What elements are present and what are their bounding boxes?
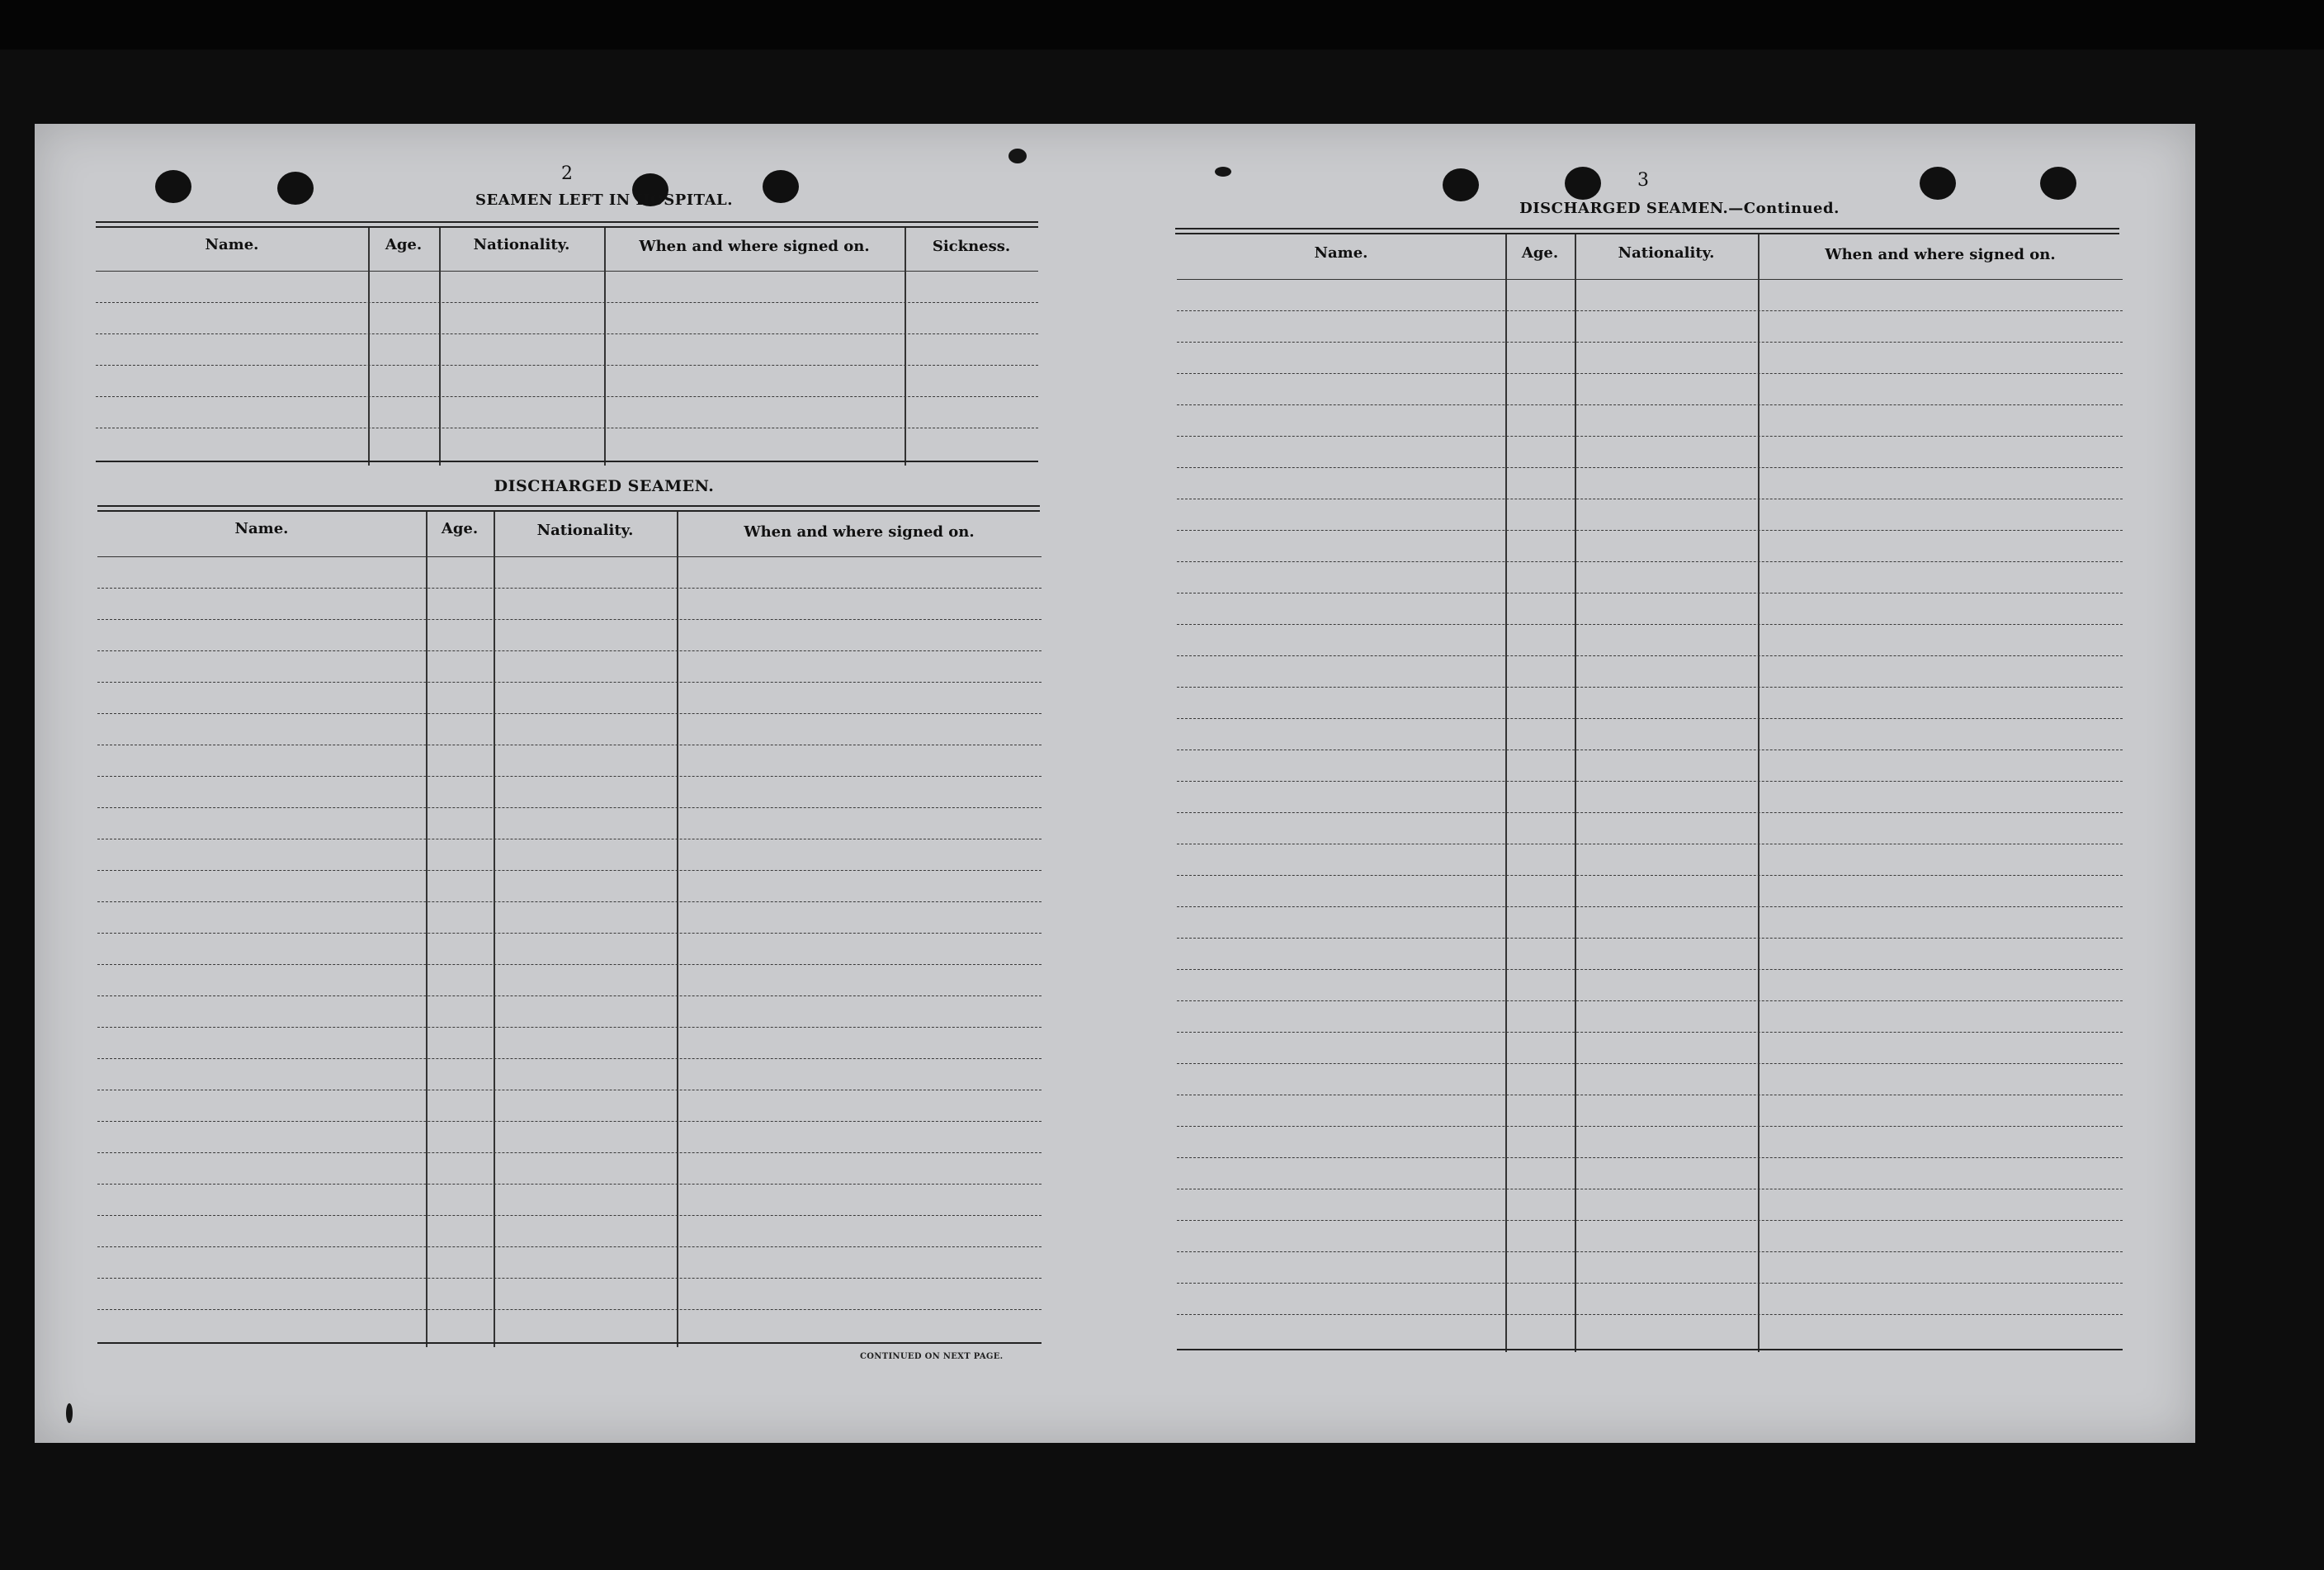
entry-line [97, 870, 1042, 871]
form-sheet [35, 124, 2195, 1443]
punch-hole [1920, 167, 1956, 200]
entry-line [97, 650, 1042, 651]
entry-line [97, 1121, 1042, 1122]
entry-line [1177, 875, 2123, 876]
entry-line [1177, 1251, 2123, 1252]
entry-line [1177, 655, 2123, 656]
table-bottom-rule [1177, 1349, 2123, 1350]
column-header-age: Age. [385, 236, 423, 253]
discharged-section-title: DISCHARGED SEAMEN. [494, 477, 715, 495]
column-divider [494, 512, 495, 1347]
column-header-name: Name. [1314, 244, 1368, 262]
column-header-signed-on: When and where signed on. [744, 523, 975, 541]
column-header-nationality: Nationality. [536, 522, 634, 539]
entry-line [97, 713, 1042, 714]
column-divider [426, 512, 427, 1347]
punch-hole [1565, 167, 1601, 200]
entry-line [1177, 1220, 2123, 1221]
column-header-nationality: Nationality. [1618, 244, 1715, 262]
entry-line [1177, 687, 2123, 688]
entry-line [97, 964, 1042, 965]
entry-line [1177, 812, 2123, 813]
column-header-signed-on: When and where signed on. [639, 238, 870, 255]
discharged-table [97, 512, 1042, 1347]
paper-blemish [66, 1403, 73, 1423]
entry-line [96, 396, 1038, 397]
entry-line [97, 682, 1042, 683]
entry-line [97, 995, 1042, 996]
right-top-rule [1175, 228, 2119, 234]
entry-line [1177, 342, 2123, 343]
entry-line [1177, 1126, 2123, 1127]
entry-line [1177, 1157, 2123, 1158]
header-underline [1177, 279, 2123, 280]
entry-line [1177, 1000, 2123, 1001]
entry-line [97, 933, 1042, 934]
column-header-name: Name. [205, 236, 259, 253]
column-header-sickness: Sickness. [932, 238, 1011, 255]
entry-line [97, 1152, 1042, 1153]
entry-line [97, 1215, 1042, 1216]
entry-line [1177, 530, 2123, 531]
left-page-number: 2 [561, 163, 573, 184]
column-header-age: Age. [1521, 244, 1559, 262]
column-header-age: Age. [441, 520, 479, 537]
hospital-section-title: SEAMEN LEFT IN HOSPITAL. [475, 192, 733, 209]
hospital-table [96, 228, 1038, 466]
punch-hole [155, 170, 191, 203]
entry-line [1177, 718, 2123, 719]
entry-line [1177, 1283, 2123, 1284]
entry-line [1177, 561, 2123, 562]
column-divider [368, 228, 370, 466]
entry-line [1177, 310, 2123, 311]
table-bottom-rule [97, 1342, 1042, 1344]
entry-line [97, 1058, 1042, 1059]
entry-line [97, 1184, 1042, 1185]
table-bottom-rule [96, 461, 1038, 462]
entry-line [1177, 436, 2123, 437]
column-header-nationality: Nationality. [473, 236, 570, 253]
punch-hole [1443, 168, 1479, 201]
column-header-signed-on: When and where signed on. [1825, 246, 2056, 263]
column-divider [905, 228, 906, 466]
entry-line [97, 1309, 1042, 1310]
entry-line [1177, 938, 2123, 939]
entry-line [1177, 781, 2123, 782]
entry-line [97, 807, 1042, 808]
entry-line [97, 1278, 1042, 1279]
entry-line [97, 619, 1042, 620]
discharged-continued-title: DISCHARGED SEAMEN.—Continued. [1519, 200, 1840, 217]
entry-line [1177, 1314, 2123, 1315]
column-divider [604, 228, 606, 466]
discharged-continued-table [1177, 234, 2123, 1352]
header-underline [97, 556, 1042, 557]
entry-line [1177, 1032, 2123, 1033]
entry-line [96, 302, 1038, 303]
entry-line [97, 588, 1042, 589]
punch-hole [277, 172, 314, 205]
column-divider [1575, 234, 1576, 1352]
entry-line [1177, 373, 2123, 374]
continued-note: CONTINUED ON NEXT PAGE. [860, 1352, 1004, 1361]
paper-blemish [1008, 149, 1027, 163]
entry-line [96, 333, 1038, 334]
entry-line [1177, 404, 2123, 405]
column-divider [677, 512, 678, 1347]
header-underline [96, 271, 1038, 272]
column-divider [1758, 234, 1760, 1352]
entry-line [1177, 906, 2123, 907]
entry-line [96, 365, 1038, 366]
entry-line [97, 1246, 1042, 1247]
column-header-name: Name. [234, 520, 289, 537]
entry-line [97, 1027, 1042, 1028]
hospital-top-rule [96, 221, 1038, 228]
punch-hole [2040, 167, 2076, 200]
entry-line [97, 901, 1042, 902]
entry-line [97, 776, 1042, 777]
discharged-top-rule [97, 505, 1040, 512]
entry-line [1177, 467, 2123, 468]
paper-blemish [1215, 167, 1231, 177]
column-divider [1505, 234, 1507, 1352]
entry-line [1177, 969, 2123, 970]
column-divider [439, 228, 441, 466]
right-page-number: 3 [1637, 170, 1649, 191]
entry-line [1177, 1063, 2123, 1064]
scan-border [0, 0, 2324, 50]
entry-line [1177, 624, 2123, 625]
